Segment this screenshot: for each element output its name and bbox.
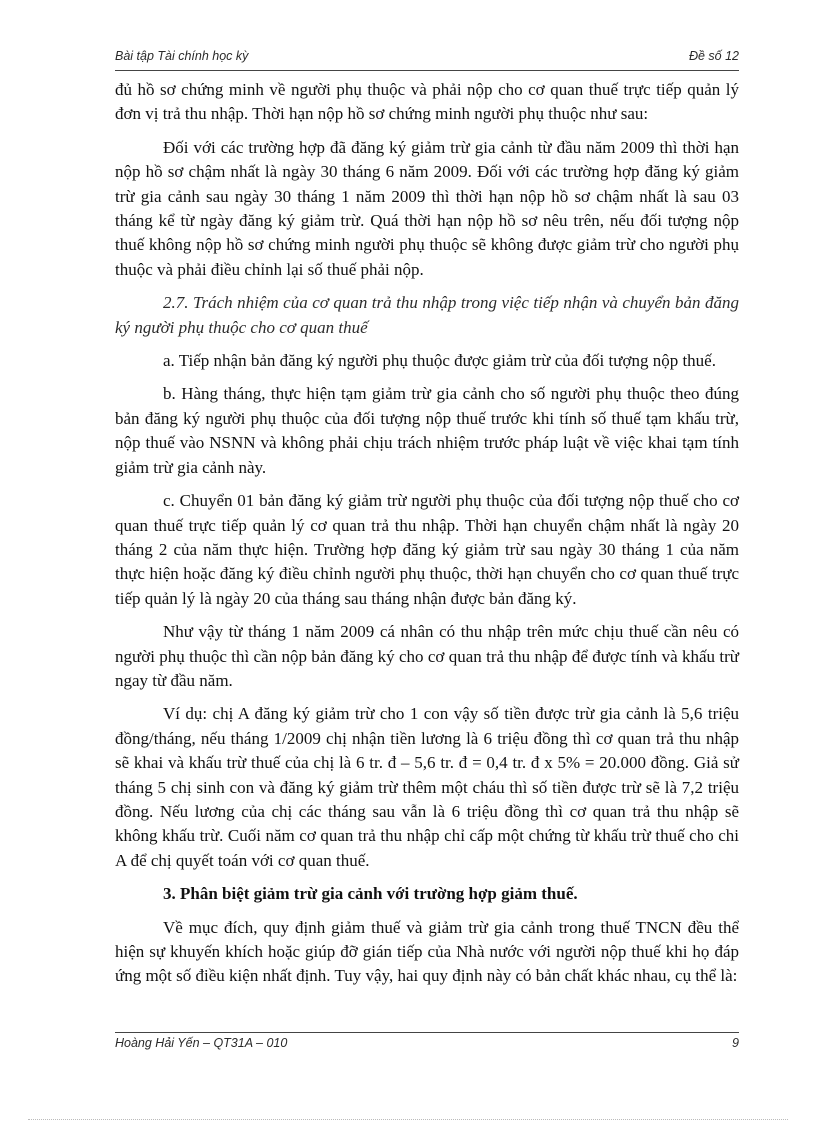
paragraph-item-b: b. Hàng tháng, thực hiện tạm giảm trừ gia cảnh cho số người phụ thuộc theo đúng bản đăng ký người phụ thuộc của đối tượng nộp thuế trước khi tính số thuế tạm khấu trừ, nộp thuế vào NSNN và không phải chịu trách nhiệm trước pháp luật về việc khai tạm tính giảm trừ gia cảnh này. (115, 384, 739, 477)
page-number: 9 (732, 1036, 739, 1050)
paragraph-purpose: Về mục đích, quy định giảm thuế và giảm trừ gia cảnh trong thuế TNCN đều thể hiện sự khuyến khích hoặc giúp đỡ gián tiếp của Nhà nước với người nộp thuế khi họ đáp ứng một số điều kiện nhất định. Tuy vậy, hai quy định này có bản chất khác nhau, cụ thể là: (115, 917, 739, 986)
header-course-title: Bài tập Tài chính học kỳ (115, 49, 249, 63)
paragraph-deadline: Đối với các trường hợp đã đăng ký giảm trừ gia cảnh từ đầu năm 2009 thì thời hạn nộp hồ sơ chậm nhất là ngày 30 tháng 6 năm 2009. Đối với các trường hợp đăng ký giảm trừ gia cảnh sau ngày 30 tháng 1 năm 2009 thì thời hạn nộp hồ sơ chậm nhất là sau 03 tháng kể từ ngày đăng ký giảm trừ. Quá thời hạn nộp hồ sơ nêu trên, nếu đối tượng nộp thuế không nộp hồ sơ chứng minh người phụ thuộc sẽ không được giảm trừ cho người phụ thuộc và phải điều chỉnh lại số thuế phải nộp. (115, 137, 739, 279)
document-body (115, 78, 739, 998)
footer-divider (115, 1032, 739, 1033)
paragraph-summary: Như vậy từ tháng 1 năm 2009 cá nhân có thu nhập trên mức chịu thuế cần nêu có người phụ thuộc thì cần nộp bản đăng ký cho cơ quan trả thu nhập để được tính và khấu trừ ngay từ đầu năm. (115, 622, 739, 690)
page-header (115, 49, 739, 67)
page-footer (115, 1036, 739, 1054)
section-heading-2-7: 2.7. Trách nhiệm của cơ quan trả thu nhập trong việc tiếp nhận và chuyển bản đăng ký người phụ thuộc cho cơ quan thuế (115, 293, 739, 337)
page-bottom-edge (28, 1119, 788, 1120)
header-divider (115, 70, 739, 71)
paragraph-item-a: a. Tiếp nhận bản đăng ký người phụ thuộc được giảm trừ của đối tượng nộp thuế. (163, 351, 716, 371)
section-heading-3: 3. Phân biệt giảm trừ gia cảnh với trường hợp giảm thuế. (163, 884, 578, 904)
paragraph-item-c: c. Chuyển 01 bản đăng ký giảm trừ người phụ thuộc của đối tượng nộp thuế cho cơ quan thuế trực tiếp quản lý cơ quan trả thu nhập. Thời hạn chuyển chậm nhất là ngày 20 tháng 2 của năm thực hiện. Trường hợp đăng ký giảm trừ sau ngày 30 tháng 1 của năm thực hiện hoặc đăng ký điều chỉnh người phụ thuộc, thời hạn chuyển cho cơ quan thuế trực tiếp quản lý là ngày 20 của tháng sau tháng nhận được bản đăng ký. (115, 491, 739, 608)
paragraph-example: Ví dụ: chị A đăng ký giảm trừ cho 1 con vậy số tiền được trừ gia cảnh là 5,6 triệu đồng/tháng, nếu tháng 1/2009 chị nhận tiền lương là 6 triệu đồng thì cơ quan trả thu nhập sẽ khai và khấu trừ thuế của chị là 6 tr. đ – 5,6 tr. đ = 0,4 tr. đ x 5% = 20.000 đồng. Giả sử tháng 5 chị sinh con và đăng ký giảm trừ thêm một cháu thì số tiền được trừ sẽ là 7,2 triệu đồng. Nếu lương của chị các tháng sau vẫn là 6 triệu đồng thì cơ quan trả thu nhập sẽ không khấu trừ. Cuối năm cơ quan trả thu nhập chỉ cấp một chứng từ khấu trừ thuế cho chi A để chị quyết toán với cơ quan thuế. (115, 704, 739, 870)
paragraph-continuation: đủ hồ sơ chứng minh về người phụ thuộc và phải nộp cho cơ quan thuế trực tiếp quản lý đơn vị trả thu nhập. Thời hạn nộp hồ sơ chứng minh người phụ thuộc như sau: (115, 80, 739, 124)
footer-author: Hoàng Hải Yến – QT31A – 010 (115, 1036, 288, 1050)
header-exam-number: Đề số 12 (688, 49, 739, 63)
